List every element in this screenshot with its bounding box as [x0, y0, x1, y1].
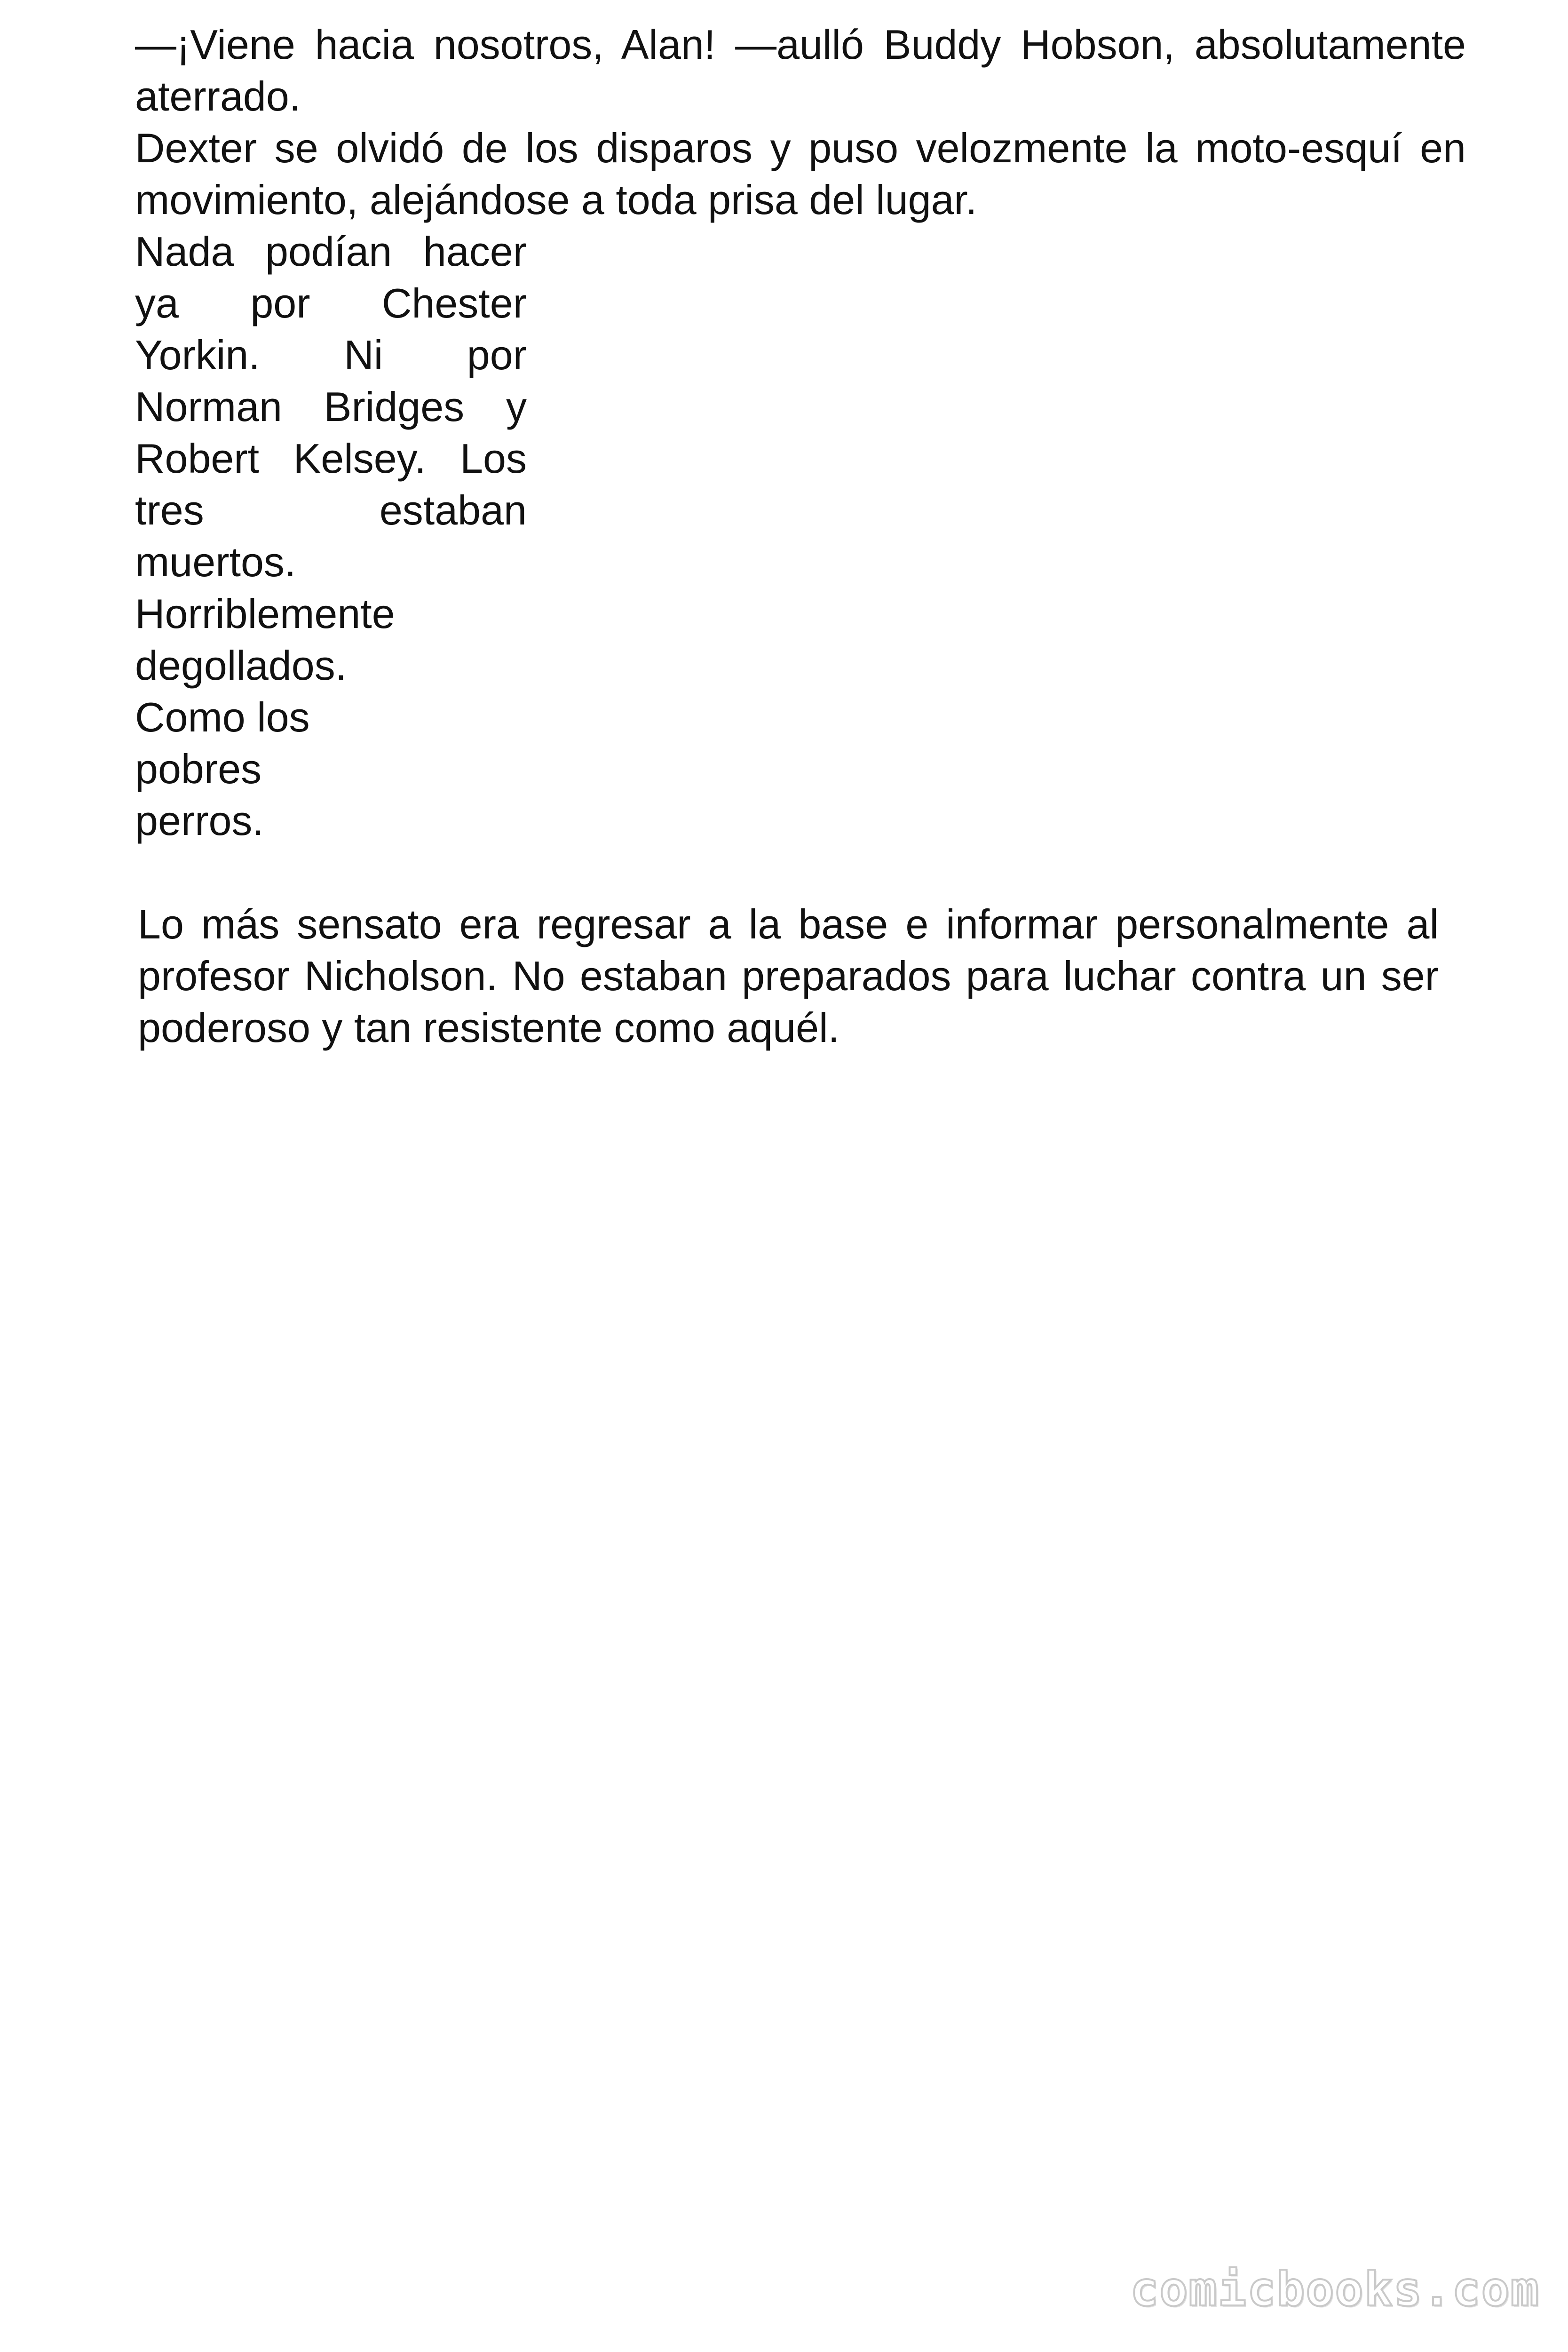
- paragraph-buddy-shout: —¡Viene hacia nosotros, Alan! —aulló Buddy Hobson, absolutamente aterrado.: [135, 21, 1466, 119]
- paragraph-degollados: Horriblemente degollados.: [135, 590, 395, 689]
- paragraph-like-dogs: Como los pobres perros.: [135, 694, 310, 844]
- paragraph-three-dead: Nada podían hacer ya por Chester Yorkin. Ni por Norman Bridges y Robert Kelsey. Los tres estaban muertos.: [135, 228, 527, 585]
- watermark-logo: comicbooks.com: [1130, 2262, 1540, 2317]
- paragraph-return-to-base: Lo más sensato era regresar a la base e informar personalmente al profesor Nicholson. No estaban preparados para luchar contra un ser poderoso y tan resistente como aquél.: [138, 901, 1439, 1051]
- paragraph-dexter-flees: Dexter se olvidó de los disparos y puso velozmente la moto-esquí en movimiento, alejándose a toda prisa del lugar.: [135, 125, 1466, 223]
